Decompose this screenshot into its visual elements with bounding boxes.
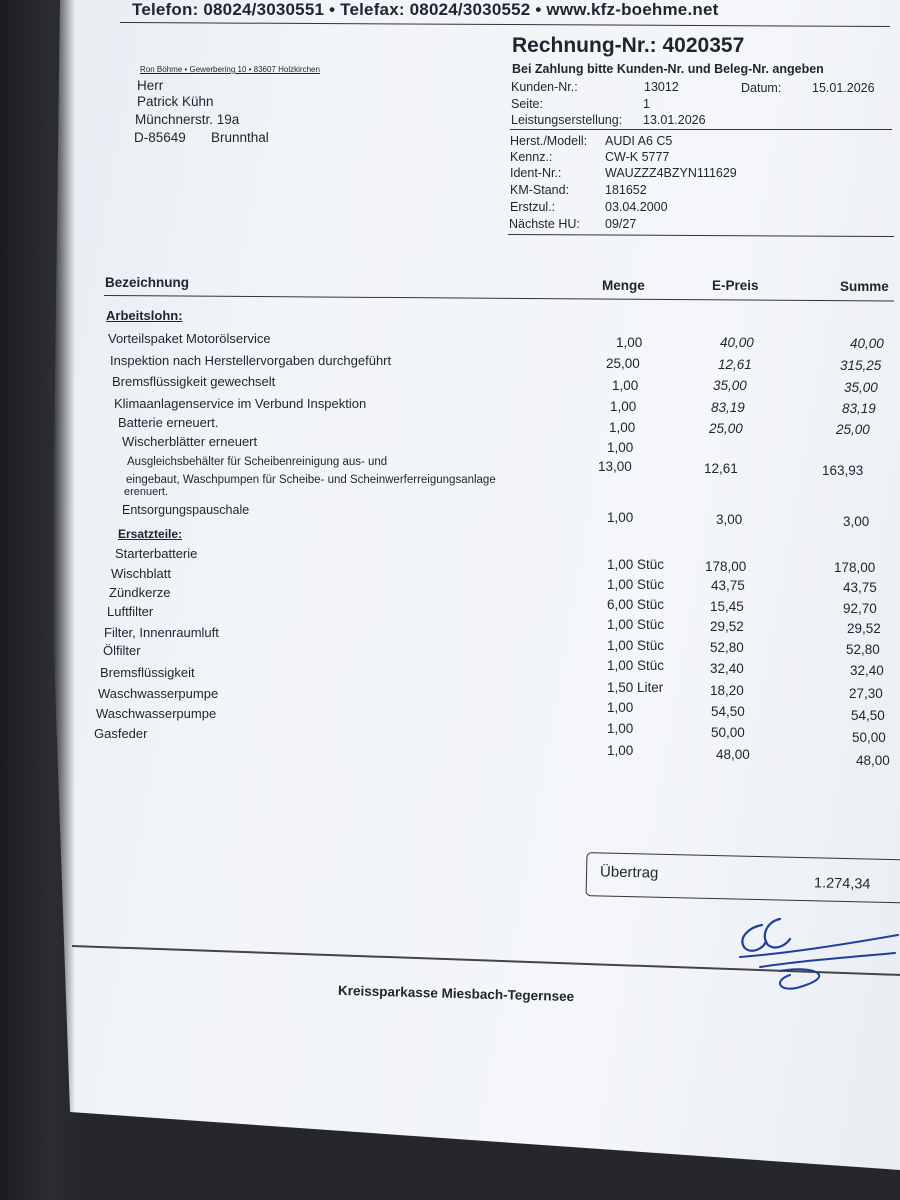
invoice-date: 15.01.2026 <box>812 81 875 95</box>
carry-over-label: Übertrag <box>599 863 659 882</box>
part-price: 178,00 <box>705 559 747 574</box>
labor-desc: Inspektion nach Herstellervorgaben durchgeführt <box>110 353 392 368</box>
labor-qty: 13,00 <box>598 459 632 474</box>
labor-qty: 1,00 <box>607 510 634 525</box>
labor-desc: Vorteilspaket Motorölservice <box>108 331 271 346</box>
part-qty: 1,00 <box>607 700 634 715</box>
labor-price: 3,00 <box>716 512 743 527</box>
part-qty: 1,00 <box>607 743 634 758</box>
labor-desc: Batterie erneuert. <box>118 415 219 430</box>
vehicle-model-label: Herst./Modell: <box>510 134 588 148</box>
part-desc: Starterbatterie <box>115 546 198 561</box>
vehicle-vin: WAUZZZ4BZYN111629 <box>605 166 737 180</box>
part-sum: 27,30 <box>849 686 883 701</box>
labor-sum: 40,00 <box>850 336 884 351</box>
part-sum: 54,50 <box>851 708 885 723</box>
labor-qty: 1,00 <box>609 420 636 435</box>
vehicle-model: AUDI A6 C5 <box>605 134 673 148</box>
labor-desc: Wischerblätter erneuert <box>122 434 258 449</box>
part-price: 50,00 <box>711 725 745 740</box>
carry-over-amount: 1.274,34 <box>813 875 871 893</box>
part-qty: 1,00 Stüc <box>607 557 665 572</box>
customer-no: 13012 <box>644 80 679 94</box>
page-label: Seite: <box>511 97 543 111</box>
labor-sum: 35,00 <box>844 380 878 395</box>
signature-mark <box>720 905 900 995</box>
background-shadow <box>0 0 75 1200</box>
part-desc: Zündkerze <box>109 585 171 600</box>
part-qty: 1,00 Stüc <box>607 638 665 653</box>
recipient-postal: D-85649 <box>134 130 186 145</box>
part-qty: 1,00 Stüc <box>607 658 665 673</box>
part-sum: 48,00 <box>856 753 890 768</box>
part-price: 29,52 <box>710 619 744 634</box>
labor-price: 35,00 <box>713 378 747 393</box>
vehicle-plate-label: Kennz.: <box>510 150 553 164</box>
invoice-title: Rechnung-Nr.: 4020357 <box>512 34 745 57</box>
part-sum: 178,00 <box>834 560 876 575</box>
part-desc: Waschwasserpumpe <box>96 706 217 721</box>
labor-qty: 1,00 <box>607 440 634 455</box>
vehicle-km: 181652 <box>605 183 647 197</box>
part-sum: 29,52 <box>847 621 881 636</box>
part-desc: Luftfilter <box>107 604 154 619</box>
part-desc: Waschwasserpumpe <box>98 686 219 701</box>
labor-sum: 315,25 <box>840 358 882 373</box>
labor-price: 12,61 <box>718 357 752 372</box>
vehicle-km-label: KM-Stand: <box>510 183 570 197</box>
labor-qty: 1,00 <box>610 399 637 414</box>
page-number: 1 <box>643 97 650 111</box>
vehicle-next-hu: 09/27 <box>605 217 637 231</box>
labor-qty: 25,00 <box>606 356 640 371</box>
part-qty: 1,00 Stüc <box>607 617 665 632</box>
labor-desc: Bremsflüssigkeit gewechselt <box>112 374 276 389</box>
recipient-salutation: Herr <box>137 78 164 93</box>
part-desc: Bremsflüssigkeit <box>100 665 195 680</box>
part-sum: 32,40 <box>850 663 884 678</box>
labor-price: 40,00 <box>720 335 754 350</box>
part-price: 48,00 <box>716 747 750 762</box>
payment-note: Bei Zahlung bitte Kunden-Nr. und Beleg-Nr. angeben <box>512 62 824 76</box>
service-date: 13.01.2026 <box>643 113 706 127</box>
part-qty: 1,50 Liter <box>607 680 664 695</box>
part-price: 32,40 <box>710 661 744 676</box>
labor-price: 25,00 <box>709 421 743 436</box>
col-quantity-header: Menge <box>602 278 645 293</box>
part-desc: Filter, Innenraumluft <box>104 625 219 640</box>
col-unit-price-header: E-Preis <box>712 278 759 293</box>
part-sum: 50,00 <box>852 730 886 745</box>
part-price: 52,80 <box>710 640 744 655</box>
recipient-street: Münchnerstr. 19a <box>135 112 240 127</box>
labor-sum: 3,00 <box>843 514 870 529</box>
vehicle-plate: CW-K 5777 <box>605 150 670 164</box>
part-price: 54,50 <box>711 704 745 719</box>
customer-no-label: Kunden-Nr.: <box>511 80 578 94</box>
part-sum: 92,70 <box>843 601 877 616</box>
meta-divider <box>510 129 892 130</box>
recipient-city: Brunnthal <box>211 130 269 145</box>
part-desc: Gasfeder <box>94 726 148 741</box>
labor-price: 12,61 <box>704 461 738 476</box>
col-description-header: Bezeichnung <box>105 275 190 290</box>
parts-heading: Ersatzteile: <box>118 527 183 541</box>
labor-sum: 83,19 <box>842 401 876 416</box>
service-date-label: Leistungserstellung: <box>511 113 623 127</box>
labor-qty: 1,00 <box>612 378 639 393</box>
labor-desc-cont: eingebaut, Waschpumpen für Scheibe- und Scheinwerferreigungsanlage <box>126 474 496 486</box>
labor-sum: 25,00 <box>836 422 870 437</box>
labor-desc: Entsorgungspauschale <box>122 503 250 517</box>
vehicle-first-reg-label: Erstzul.: <box>510 200 556 214</box>
vehicle-next-hu-label: Nächste HU: <box>509 217 580 231</box>
labor-desc-cont: erenuert. <box>124 486 169 498</box>
vehicle-vin-label: Ident-Nr.: <box>510 166 562 180</box>
bank-name: Kreissparkasse Miesbach-Tegernsee <box>337 982 575 1005</box>
part-price: 43,75 <box>711 578 745 593</box>
labor-sum: 163,93 <box>822 463 864 478</box>
date-label: Datum: <box>741 81 782 95</box>
labor-desc: Klimaanlagenservice im Verbund Inspektion <box>114 396 367 411</box>
part-desc: Ölfilter <box>103 643 141 658</box>
sender-line: Ron Böhme • Gewerbering 10 • 83607 Holzkirchen <box>140 65 320 74</box>
vehicle-first-reg: 03.04.2000 <box>605 200 668 214</box>
part-sum: 43,75 <box>843 580 877 595</box>
labor-qty: 1,00 <box>616 335 643 350</box>
labor-desc: Ausgleichsbehälter für Scheibenreinigung aus- und <box>127 456 388 468</box>
labor-heading: Arbeitslohn: <box>106 308 183 323</box>
part-qty: 1,00 <box>607 721 634 736</box>
part-sum: 52,80 <box>846 642 880 657</box>
part-price: 15,45 <box>710 599 744 614</box>
recipient-name: Patrick Kühn <box>137 94 214 109</box>
labor-price: 83,19 <box>711 400 745 415</box>
part-qty: 6,00 Stüc <box>607 597 665 612</box>
header-contact-line: Telefon: 08024/3030551 • Telefax: 08024/3030552 • www.kfz-boehme.net <box>132 0 719 19</box>
part-qty: 1,00 Stüc <box>607 577 665 592</box>
part-price: 18,20 <box>710 683 744 698</box>
col-sum-header: Summe <box>840 279 889 294</box>
part-desc: Wischblatt <box>111 566 171 581</box>
